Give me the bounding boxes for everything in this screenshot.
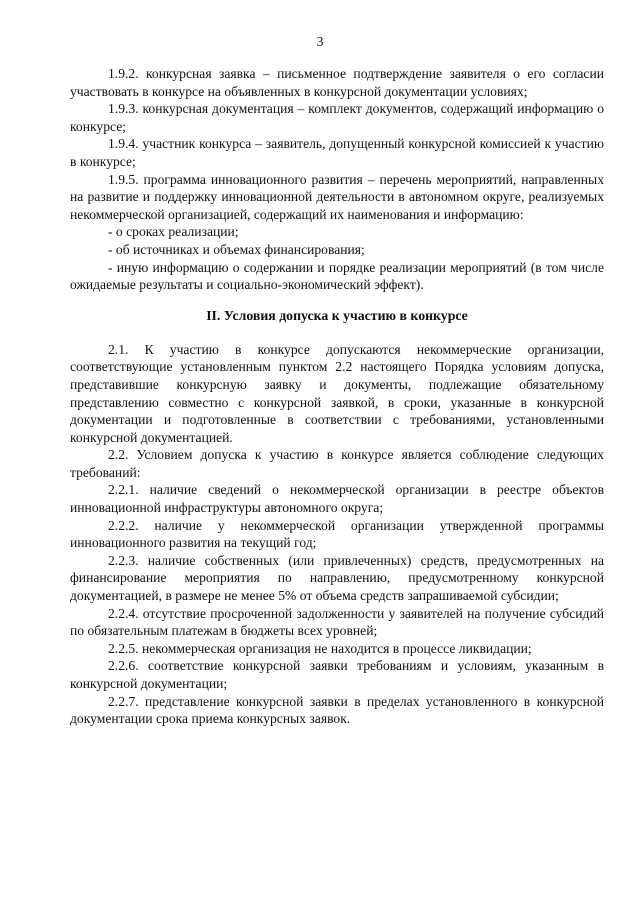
- requirement-2-2-4: 2.2.4. отсутствие просроченной задолженности у заявителей на получение субсидий по обязательным платежам в бюджеты всех уровней;: [70, 605, 604, 639]
- definition-1-9-2: 1.9.2. конкурсная заявка – письменное подтверждение заявителя о его согласии участвовать в конкурсе на объявленных в конкурсной документации условиях;: [70, 66, 604, 99]
- program-info-item: - об источниках и объемах финансирования;: [108, 241, 365, 257]
- definition-1-9-4: 1.9.4. участник конкурса – заявитель, допущенный конкурсной комиссией к участию в конкурсе;: [70, 136, 604, 169]
- requirement-2-2-6: 2.2.6. соответствие конкурсной заявки требованиям и условиям, указанным в конкурсной документации;: [70, 658, 604, 691]
- paragraph-2-2: 2.2. Условием допуска к участию в конкурсе является соблюдение следующих требований:: [70, 447, 604, 480]
- page-number: 3: [316, 35, 324, 50]
- requirement-2-2-1: 2.2.1. наличие сведений о некоммерческой организации в реестре объектов инновационной инфраструктуры автономного округа;: [70, 482, 604, 516]
- requirement-2-2-2: 2.2.2. наличие у некоммерческой организации утвержденной программы инновационного развития на текущий год;: [70, 517, 604, 551]
- program-info-item: - иную информацию о содержании и порядке реализации мероприятий (в том числе ожидаемые результаты и социально-экономический эффект).: [70, 259, 604, 293]
- requirement-2-2-5: 2.2.5. некоммерческая организация не находится в процессе ликвидации;: [108, 640, 532, 656]
- requirement-2-2-3: 2.2.3. наличие собственных (или привлеченных) средств, предусмотренных на финансирование мероприятия по направлению, предусмотренному конкурсной документацией, в размере не менее 5% от объема средств запрашиваемой субсидии;: [70, 552, 604, 604]
- document-body: [70, 65, 604, 728]
- program-info-item: - о сроках реализации;: [108, 224, 239, 240]
- requirement-2-2-7: 2.2.7. представление конкурсной заявки в пределах установленного в конкурсной документации срока приема конкурсных заявок.: [70, 693, 604, 727]
- section-heading: II. Условия допуска к участию в конкурсе: [206, 307, 468, 323]
- paragraph-2-1: 2.1. К участию в конкурсе допускаются некоммерческие организации, соответствующие установленным пунктом 2.2 настоящего Порядка условиям допуска, представившие конкурсную заявку и документы, подлежащие обязательному представлению совместно с конкурсной заявкой, в сроки, указанные в конкурсной документации и подготовленные в соответствии с требованиями, установленными конкурсной документацией.: [70, 341, 604, 445]
- definition-1-9-5: 1.9.5. программа инновационного развития – перечень мероприятий, направленных на развитие и поддержку инновационной деятельности в автономном округе, реализуемых некоммерческой организацией, содержащий их наименования и информацию:: [70, 171, 604, 222]
- definition-1-9-3: 1.9.3. конкурсная документация – комплект документов, содержащий информацию о конкурсе;: [70, 101, 604, 134]
